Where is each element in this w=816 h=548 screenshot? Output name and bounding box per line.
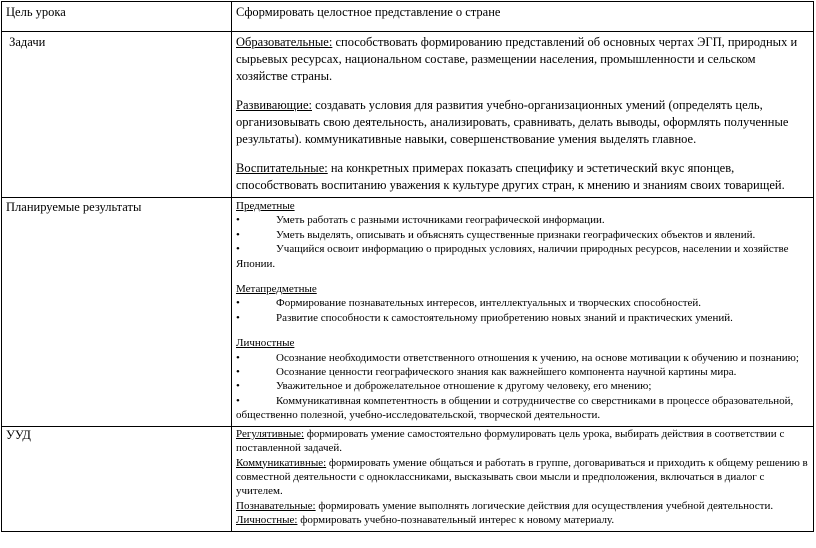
bullet-icon: • [236, 366, 240, 379]
tasks-label: Задачи [2, 32, 232, 198]
task-upbringing-label: Воспитательные: [236, 161, 328, 175]
list-item [236, 228, 809, 242]
list-item [236, 379, 809, 393]
uud-personal [236, 513, 809, 527]
list-item [236, 296, 809, 310]
lesson-goal-label: Цель урока [2, 2, 232, 32]
uud-communicative-text: формировать умение общаться и работать в группе, договариваться и приходить к общему решению в совместной деятельности с одноклассниками, высказывать свои мысли и предположения, включаться в диалог с учителем. [236, 456, 808, 498]
uud-cognitive [236, 499, 809, 513]
task-educational-text: способствовать формированию представлений об основных чертах ЭГП, природных и сырьевых ресурсах, национальном составе, размещении населения, промышленности и сельском хозяйстве страны. [236, 35, 798, 83]
bullet-icon: • [236, 214, 240, 227]
task-upbringing [236, 160, 809, 194]
lesson-goal-value: Сформировать целостное представление о стране [232, 2, 814, 32]
bullet-icon: • [236, 351, 240, 364]
task-educational-label: Образовательные: [236, 35, 333, 49]
uud-regulatory-text: формировать умение самостоятельно формулировать цель урока, выбирать действия в соответствии с поставленной задачей. [236, 427, 785, 455]
uud-cognitive-text: формировать умение выполнять логические действия для осуществления учебной деятельности. [315, 499, 774, 512]
planned-results-content [232, 198, 814, 427]
personal-item: Осознание ценности географического знания как важнейшего компонента научной картины мира. [276, 366, 737, 379]
list-item [236, 365, 809, 379]
uud-cognitive-label: Познавательные: [236, 499, 316, 512]
subject-results-label: Предметные [236, 200, 295, 212]
subject-item: Учащийся освоит информацию о природных условиях, наличии природных ресурсов, населении и хозяйстве Японии. [236, 243, 789, 270]
meta-item: Развитие способности к самостоятельному приобретению новых знаний и практических умений. [276, 311, 733, 324]
uud-personal-label: Личностные: [236, 514, 298, 527]
row-lesson-goal [2, 2, 814, 32]
list-item [236, 242, 809, 271]
uud-regulatory-label: Регулятивные: [236, 427, 305, 440]
task-developing-label: Развивающие: [236, 98, 312, 112]
list-item [236, 213, 809, 227]
bullet-icon: • [236, 380, 240, 393]
task-developing [236, 97, 809, 148]
list-item [236, 311, 809, 325]
uud-communicative-label: Коммуникативные: [236, 456, 327, 469]
row-planned-results [2, 198, 814, 427]
personal-item: Коммуникативная компетентность в общении и сотрудничестве со сверстниками в процессе образовательной, общественно полезной, учебно-исследовательской, творческой деятельности. [236, 394, 794, 422]
task-developing-text: создавать условия для развития учебно-организационных умений (определять цель, организовывать свою деятельность, анализировать, сравнивать, делать выводы, оформлять полученные результаты). коммуникативные навыки, совершенствование умения выделять главное. [236, 98, 789, 146]
uud-regulatory [236, 427, 809, 456]
bullet-icon: • [236, 311, 240, 324]
task-upbringing-text: на конкретных примерах показать специфику и эстетический вкус японцев, способствовать воспитанию уважения к культуре других стран, к мнению и знаниям своих товарищей. [236, 161, 785, 192]
subject-item: Уметь работать с разными источниками географической информации. [276, 214, 605, 227]
uud-personal-text: формировать учебно-познавательный интерес к новому материалу. [297, 514, 615, 527]
bullet-icon: • [236, 243, 240, 256]
list-item [236, 394, 809, 423]
bullet-icon: • [236, 297, 240, 310]
tasks-content [232, 32, 814, 198]
uud-content [232, 426, 814, 531]
personal-item: Уважительное и доброжелательное отношение к другому человеку, его мнению; [276, 380, 652, 393]
personal-item: Осознание необходимости ответственного отношения к учению, на основе мотивации к обучению и познанию; [276, 351, 799, 364]
bullet-icon: • [236, 228, 240, 241]
bullet-icon: • [236, 394, 240, 407]
lesson-plan-table [1, 1, 814, 532]
meta-item: Формирование познавательных интересов, интеллектуальных и творческих способностей. [276, 297, 702, 310]
planned-results-label: Планируемые результаты [2, 198, 232, 427]
subject-item: Уметь выделять, описывать и объяснять существенные признаки географических объектов и явлений. [276, 228, 756, 241]
uud-communicative [236, 456, 809, 499]
list-item [236, 351, 809, 365]
task-educational [236, 34, 809, 85]
uud-label: УУД [2, 426, 232, 531]
row-uud [2, 426, 814, 531]
personal-results-label: Личностные [236, 337, 295, 350]
row-tasks [2, 32, 814, 198]
meta-results-label: Метапредметные [236, 283, 317, 296]
